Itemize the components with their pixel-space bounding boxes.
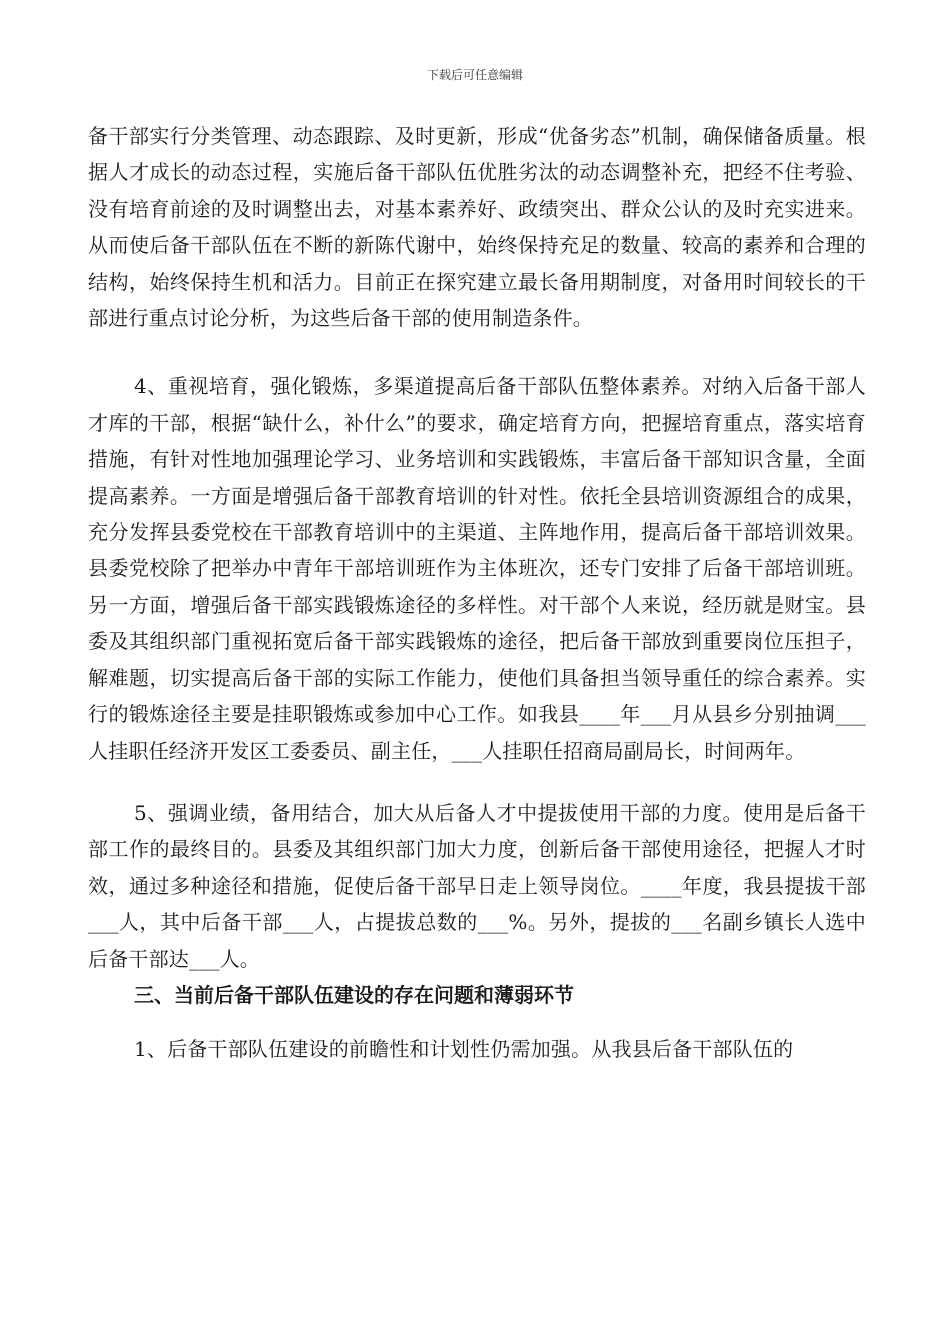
- document-body: [88, 118, 866, 1068]
- page-header: 下载后可任意编辑: [426, 68, 523, 82]
- paragraph-continued: 备干部实行分类管理、动态跟踪、及时更新，形成“优备劣态”机制，确保储备质量。根据人才成长的动态过程，实施后备干部队伍优胜劣汰的动态调整补充，把经不住考验、没有培育前途的及时调整出去，对基本素养好、政绩突出、群众公认的及时充实进来。从而使后备干部队伍在不断的新陈代谢中，始终保持充足的数量、较高的素养和合理的结构，始终保持生机和活力。目前正在探究建立最长备用期制度，对备用时间较长的干部进行重点讨论分析，为这些后备干部的使用制造条件。: [88, 124, 866, 331]
- paragraph-item-4: 4、重视培育，强化锻炼，多渠道提高后备干部队伍整体素养。对纳入后备干部人才库的干部，根据“缺什么，补什么”的要求，确定培育方向，把握培育重点，落实培育措施，有针对性地加强理论学习、业务培训和实践锻炼，丰富后备干部知识含量，全面提高素养。一方面是增强后备干部教育培训的针对性。依托全县培训资源组合的成果，充分发挥县委党校在干部教育培训中的主渠道、主阵地作用，提高后备干部培训效果。县委党校除了把举办中青年干部培训班作为主体班次，还专门安排了后备干部培训班。另一方面，增强后备干部实践锻炼途径的多样性。对干部个人来说，经历就是财宝。县委及其组织部门重视拓宽后备干部实践锻炼的途径，把后备干部放到重要岗位压担子，解难题，切实提高后备干部的实际工作能力，使他们具备担当领导重任的综合素养。实行的锻炼途径主要是挂职锻炼或参加中心工作。如我县____年___月从县乡分别抽调___人挂职任经济开发区工委委员、副主任，___人挂职任招商局副局长，时间两年。: [88, 374, 866, 763]
- paragraph-item-1: 1、后备干部队伍建设的前瞻性和计划性仍需加强。从我县后备干部队伍的: [134, 1037, 794, 1062]
- section-heading-3: 三、当前后备干部队伍建设的存在问题和薄弱环节: [134, 982, 574, 1007]
- paragraph-item-5: 5、强调业绩，备用结合，加大从后备人才中提拔使用干部的力度。使用是后备干部工作的最终目的。县委及其组织部门加大力度，创新后备干部使用途径，把握人才时效，通过多种途径和措施，促使后备干部早日走上领导岗位。____年度，我县提拔干部___人，其中后备干部___人，占提拔总数的___%。另外，提拔的___名副乡镇长人选中后备干部达___人。: [88, 800, 866, 971]
